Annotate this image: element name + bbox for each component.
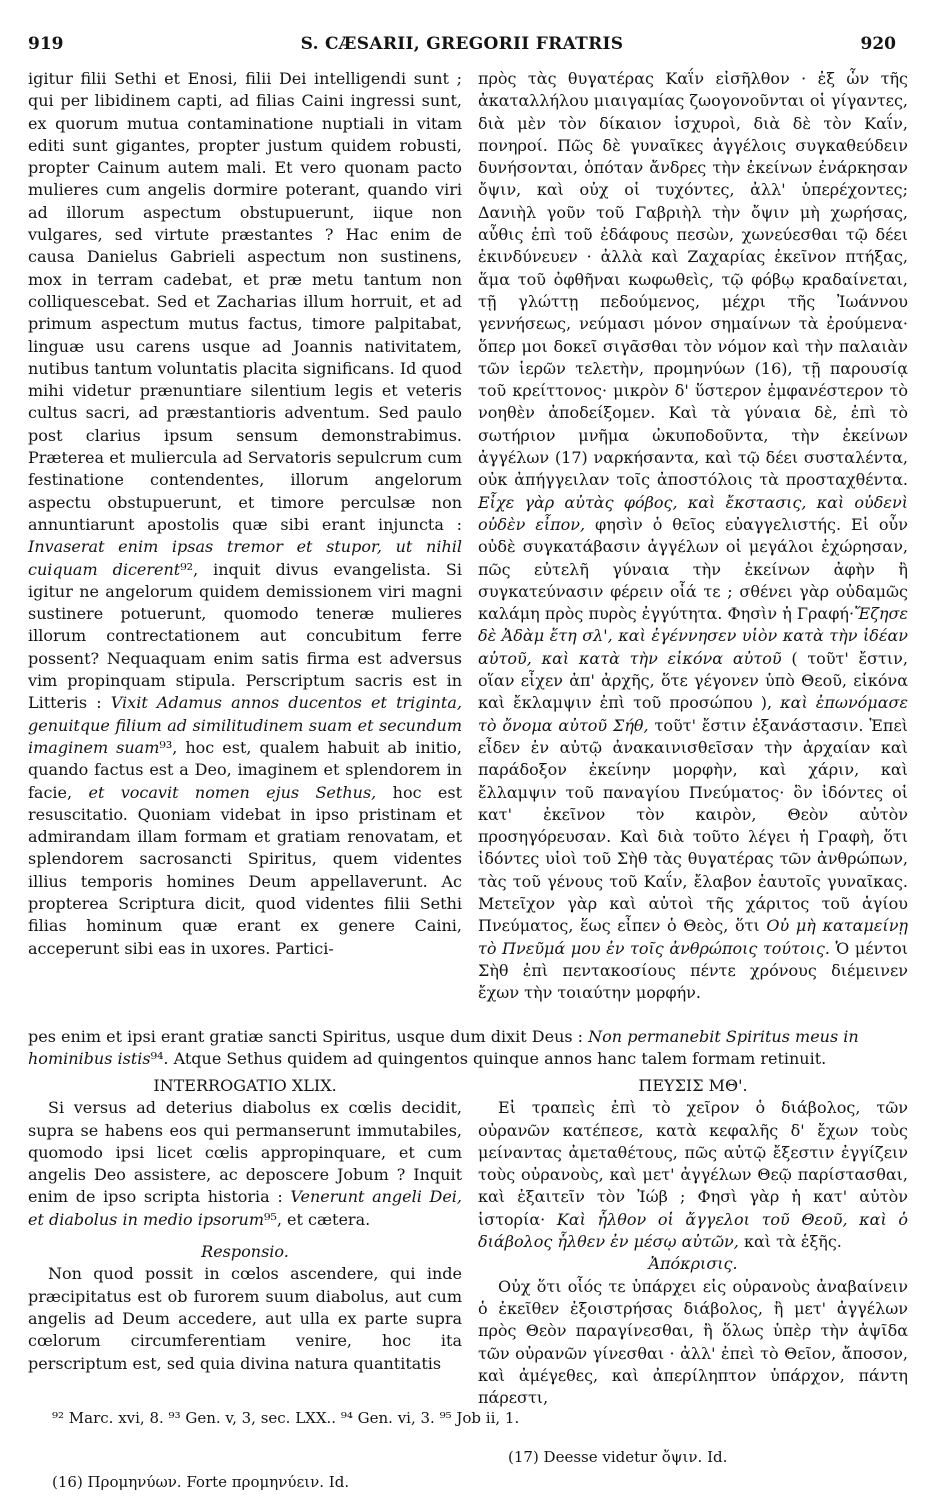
greek-interrogatio [478, 1075, 908, 1409]
latin-quote: Non permanebit Spiritus meus in hominibus istis [28, 1027, 859, 1069]
running-title: S. CÆSARII, GREGORII FRATRIS [300, 34, 624, 54]
left-page-number: 919 [28, 34, 64, 54]
latin-section-heading: INTERROGATIO XLIX. [153, 1076, 337, 1095]
latin-quote: Invaserat enim ipsas tremor et stupor, ut nihil cuiquam dicerent [28, 537, 462, 579]
greek-quote: Ἔζησε δὲ Ἀδὰμ ἔτη σλ', καὶ ἐγέννησεν υἱὸν κατὰ τὴν ἰδέαν αὐτοῦ, καὶ κατὰ τὴν εἰκόνα αὐτοῦ [478, 604, 908, 668]
greek-paragraph: πρὸς τὰς θυγατέρας Καΐν εἰσῆλθον · ἐξ ὧν τῆς ἀκαταλλήλου μιαιγαμίας ζωογονοῦνται οἱ γίγαντες, διὰ μὲν τὸν δίκαιον ἰσχυροὶ, διὰ δὲ τὸν Καΐν, πονηροί. Πῶς δὲ γυναῖκες ἀγγέλοις συγκαθεύδειν δυνήσονται, ὁπόταν ἄνδρες τὴν ἐκείνων ἐνάρκησαν ὄψιν, καὶ οὐχ οἱ τυχόντες, ἀλλ' ὑπερέχοντες; Δανιὴλ γοῦν τοῦ Γαβριὴλ τὴν ὄψιν μὴ χωρήσας, αὖθις ἐπὶ τοῦ ἐδάφους πεσὼν, χωνεύεσθαι τῷ δέει ἐκινδύνευεν · ἀλλὰ καὶ Ζαχαρίας ἐκεῖνον πτήξας, ἅμα τοῦ ὀφθῆναι κωφωθεὶς, τῷ φόβῳ κραδαίνεται, τῇ γλώττῃ πεδούμενος, μέχρι τῆς Ἰωάννου γεννήσεως, νεύμασι μόνον σημαίνων τὰ ἐρούμενα· ὅπερ μοι δοκεῖ σιγᾶσθαι τὸν νόμον καὶ τὴν παλαιὰν τῶν ἱερῶν τελετὴν, προμηνύων (16), τῇ παρουσίᾳ τοῦ κρείττονος· μικρὸν δ' ὕστερον ἐμφανέστερον τὸ νοηθὲν ἀποδείξομεν. Καὶ τὰ γύναια δὲ, ἐπὶ τὸ σωτήριον μνῆμα ὠκυποδοῦντα, τὴν ἐκείνων ἀγγέλων (17) ναρκήσαντα, καὶ τῷ δέει συσταλέντα, οὐκ ἀπήγγειλαν τοῖς ἀποστόλοις τὰ προσταχθέντα. Εἶχε γὰρ αὐτὰς φόβος, καὶ ἔκστασις, καὶ οὐδενὶ οὐδὲν εἶπον, φησὶν ὁ θεῖος εὐαγγελιστής. Εἰ οὖν οὐδὲ συγκατάβασιν ἀγγέλων οἱ μεγάλοι ἐχώρησαν, πῶς εὐτελῆ γύναια τὴν ἐκείνων ἀφὴν ἢ συγκατεύνασιν φέρειν οἷά τε ; σθένει γὰρ οὐδαμῶς καλάμη πρὸς πυρὸς ἐγγύτητα. Φησὶν ἡ Γραφή·Ἔζησε δὲ Ἀδὰμ ἔτη σλ', καὶ ἐγέννησεν υἱὸν κατὰ τὴν ἰδέαν αὐτοῦ, καὶ κατὰ τὴν εἰκόνα αὐτοῦ ( τοῦτ' ἔστιν, οἵαν εἶχεν ἀπ' ἀρχῆς, ὅτε γέγονεν ὑπὸ Θεοῦ, εἰκόνα καὶ ἔκλαμψιν ἐπὶ τοῦ προσώπου ), καὶ ἐπωνόμασε τὸ ὄνομα αὐτοῦ Σήθ, τοῦτ' ἔστιν ἐξανάστασιν. Ἐπεὶ εἶδεν ἐν αὐτῷ ἀνακαινισθεῖσαν τὴν ἀρχαίαν καὶ παράδοξον ἐκείνην μορφὴν, καὶ χάριν, καὶ ἔλλαμψιν τοῦ παναγίου Πνεύματος· ὃν ἰδόντες οἱ κατ' ἐκεῖνον τὸν καιρὸν, Θεὸν αὐτὸν προσηγόρευσαν. Καὶ διὰ τοῦτο λέγει ἡ Γραφὴ, ὅτι ἰδόντες υἱοὶ τοῦ Σὴθ τὰς θυγατέρας τῶν ἀνθρώπων, τὰς τοῦ γένους τοῦ Καΐν, ἔλαβον ἑαυτοῖς γυναῖκας. Μετεῖχον γὰρ καὶ αὐτοὶ τῆς χάριτος τοῦ ἁγίου Πνεύματος, ἕως εἶπεν ὁ Θεὸς, ὅτι Οὐ μὴ καταμείνῃ τὸ Πνεῦμά μου ἐν τοῖς ἀνθρώποις τούτοις. Ὁ μέντοι Σὴθ ἐπὶ πεντακοσίους πέντε χρόνους διέμεινεν ἔχων τὴν τοιαύτην μορφήν. [478, 69, 909, 1003]
footnote-16: (16) Προμηνύων. Forte προμηνύειν. Id. [52, 1473, 350, 1491]
latin-quote: Venerunt angeli Dei, et diabolus in medio ipsorum [28, 1187, 462, 1229]
greek-responsio-heading: Ἀπόκρισις. [648, 1254, 738, 1274]
footnote-17: (17) Deesse videtur ὄψιν. Id. [508, 1448, 728, 1466]
latin-quote: Vixit Adamus annos ducentos et triginta, genuitque filium ad similitudinem suam et secundum imaginem suam [28, 693, 462, 757]
greek-answer: Οὐχ ὅτι οἷός τε ὑπάρχει εἰς οὐρανοὺς ἀναβαίνειν ὁ ἐκεῖθεν ἐξοιστρήσας διάβολος, ἢ μετ' ἀγγέλων πρὸς Θεὸν παραγίνεσθαι, ἢ ὅλως ὑπὲρ τὴν ἀψῖδα τῶν οὐρανῶν γίνεσθαι · ἀλλ' ἐπεὶ τὸ Θεῖον, ἄποσον, καὶ ἀμέγεθες, καὶ ἀπερίληπτον ὑπάρχον, πάντη πάρεστι, [478, 1276, 908, 1408]
running-header [28, 34, 896, 56]
latin-full-width [28, 1026, 908, 1071]
greek-column-top [478, 68, 908, 1004]
footnote-references: ⁹² Marc. xvi, 8. ⁹³ Gen. v, 3, sec. LXX.. ⁹⁴ Gen. vi, 3. ⁹⁵ Job ii, 1. [52, 1409, 520, 1427]
greek-question: Εἰ τραπεὶς ἐπὶ τὸ χεῖρον ὁ διάβολος, τῶν οὐρανῶν κατέπεσε, κατὰ κεφαλῆς δ' ἔχων τοὺς μείναντας ἀμεταθέτους, πῶς αὐτῷ ἔξεστιν ἐγγίζειν τοὺς οὐρανοὺς, καὶ μετ' ἀγγέλων Θεῷ παρίστασθαι, καὶ ἐξαιτεῖν τὸν Ἰώβ ; Φησὶ γὰρ ἡ κατ' αὐτὸν ἱστορία· Καὶ ἦλθον οἱ ἄγγελοι τοῦ Θεοῦ, καὶ ὁ διάβολος ἦλθεν ἐν μέσῳ αὐτῶν, καὶ τὰ ἑξῆς. [478, 1098, 908, 1252]
latin-answer: Non quod possit in cœlos ascendere, qui inde præcipitatus est ob furorem suum diabolus, aut cum angelis ad Deum accedere, aut ulla ex parte supra cœlorum circumferentiam venire, hoc ita perscriptum est, sed quia divina natura quantitatis [28, 1264, 462, 1373]
latin-quote: et vocavit nomen ejus Sethus, [88, 782, 377, 802]
latin-responsio-heading: Responsio. [201, 1242, 289, 1262]
latin-question: Si versus ad deterius diabolus ex cœlis decidit, supra se habens eos qui permanserunt immutabiles, quomodo ipsi licet cœlis appropinquare, et cum angelis Deo assistere, ac deposcere Jobum ? Inquit enim de ipso scripta historia : Venerunt angeli Dei, et diabolus in medio ipsorum⁹⁵, et cætera. [28, 1098, 462, 1229]
latin-full-paragraph: pes enim et ipsi erant gratiæ sancti Spiritus, usque dum dixit Deus : Non permanebit Spiritus meus in hominibus istis⁹⁴. Atque Sethus quidem ad quingentos quinque annos hanc talem formam retinuit. [28, 1027, 859, 1069]
greek-quote: Εἶχε γὰρ αὐτὰς φόβος, καὶ ἔκστασις, καὶ οὐδενὶ οὐδὲν εἶπον, [478, 492, 908, 534]
latin-column-top [28, 68, 462, 960]
latin-interrogatio [28, 1075, 462, 1375]
greek-quote: καὶ ἐπωνόμασε τὸ ὄνομα αὐτοῦ Σήθ, [478, 693, 909, 735]
greek-quote: Οὐ μὴ καταμείνῃ τὸ Πνεῦμά μου ἐν τοῖς ἀνθρώποις τούτοις. [478, 916, 908, 958]
greek-section-heading: ΠΕΥΣΙΣ ΜΘ'. [638, 1076, 748, 1095]
right-page-number: 920 [860, 34, 896, 54]
latin-paragraph: igitur filii Sethi et Enosi, filii Dei intelligendi sunt ; qui per libidinem capti, ad filias Caini ingressi sunt, ex quorum mutua contaminatione nuptiali in vitam editi sunt gigantes, propter justum quidem robusti, propter Cainum autem mali. Et vero quonam pacto mulieres cum angelis dormire poterant, quando viri ad illorum aspectum obstupuerunt, iique non vulgares, sed virtute præstantes ? Hac enim de causa Danielus Gabrieli aspectum non sustinens, mox in terram cadebat, et præ metu tantum non colliquescebat. Sed et Zacharias illum horruit, et ad primum aspectum mutus factus, timore palpitabat, linguæ usu carens usque ad Joannis nativitatem, nutibus tantum voluntatis placita significans. Id quod mihi videtur prænuntiare silentium legis et veteris cultus sacri, ad præstantioris adventum. Sed paulo post clarius ipsum sensum demonstrabimus. Præterea et muliercula ad Servatoris sepulcrum cum festinatione contendentes, illorum angelorum aspectu obstupuerunt, et timore perculsæ non annuntiarunt apostolis quæ sibi erant injuncta : Invaserat enim ipsas tremor et stupor, ut nihil cuiquam dicerent⁹², inquit divus evangelista. Si igitur ne angelorum quidem demissionem viri magni sustinere potuerunt, quomodo teneræ mulieres illorum contrectationem aut concubitum ferre possent? Nequaquam enim satis firma est adversus vim propinquam stipula. Perscriptum sacris est in Litteris : Vixit Adamus annos ducentos et triginta, genuitque filium ad similitudinem suam et secundum imaginem suam⁹³, hoc est, qualem habuit ab initio, quando factus est a Deo, imaginem et splendorem in facie, et vocavit nomen ejus Sethus, hoc est resuscitatio. Quoniam videbat in ipso pristinam et admirandam illam formam et gratiam renovatam, et splendorem sacrosancti Spiritus, quem videntes illius temporis homines Deum appellaverunt. Ac propterea Scriptura dicit, quod videntes filii Sethi filias hominum quæ erant ex genere Caini, acceperunt sibi eas in uxores. Partici- [28, 69, 463, 958]
greek-quote: Καὶ ἦλθον οἱ ἄγγελοι τοῦ Θεοῦ, καὶ ὁ διάβολος ἦλθεν ἐν μέσῳ αὐτῶν, [478, 1209, 908, 1252]
